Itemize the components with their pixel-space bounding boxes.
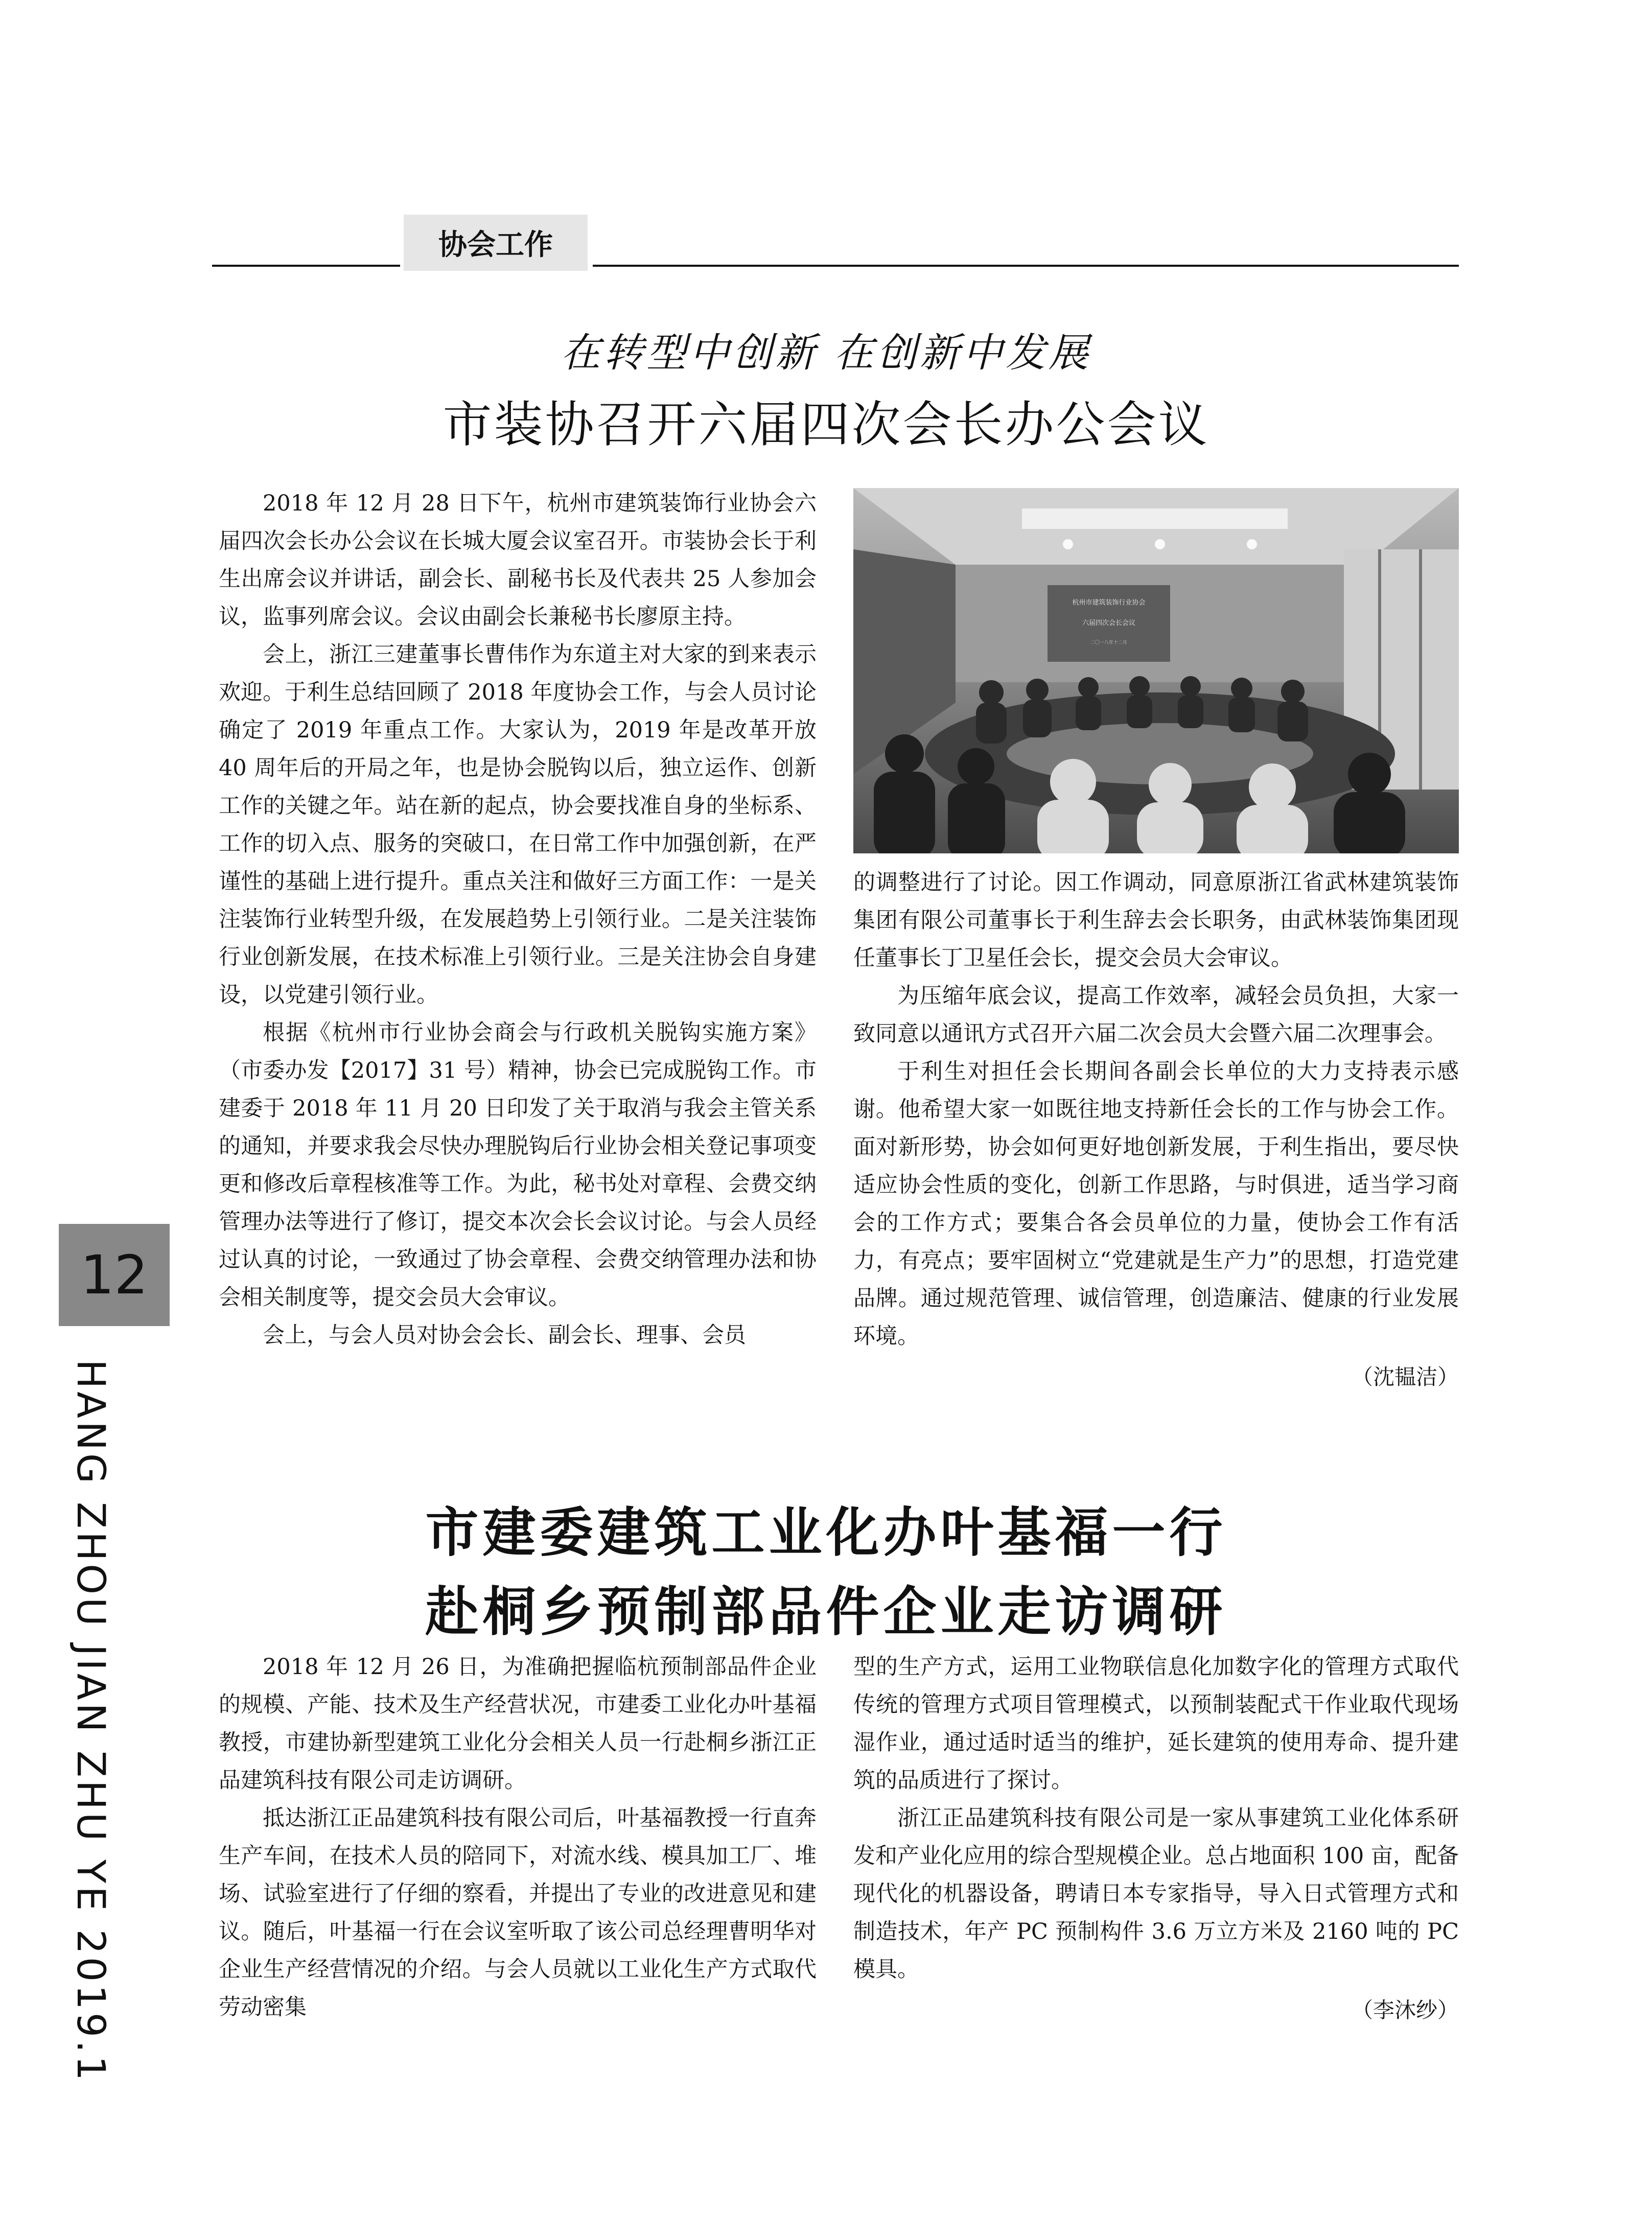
article2-paragraph: 浙江正品建筑科技有限公司是一家从事建筑工业化体系研发和产业化应用的综合型规模企业。总占地面积 100 亩，配备现代化的机器设备，聘请日本专家指导，导入日式管理方式和制造技术，年产 PC 预制构件 3.6 万立方米及 2160 吨的 PC 模具。 — [853, 1805, 1459, 1982]
article1-title: 市装协召开六届四次会长办公会议 — [443, 396, 1209, 453]
article2-left-column — [219, 1648, 817, 2026]
article1-paragraph: 为压缩年底会议，提高工作效率，减轻会员负担，大家一致同意以通讯方式召开六届二次会员大会暨六届二次理事会。 — [853, 983, 1459, 1047]
article1-left-column — [219, 484, 817, 1354]
article2-byline: （李沐纱） — [1351, 1998, 1459, 2023]
article2-paragraph: 型的生产方式，运用工业物联信息化加数字化的管理方式取代传统的管理方式项目管理模式，以预制装配式干作业取代现场湿作业，通过适时适当的维护，延长建筑的使用寿命、提升建筑的品质进行了探讨。 — [853, 1654, 1459, 1793]
page-number: 12 — [59, 1224, 170, 1326]
article1-byline: （沈韫洁） — [1351, 1364, 1459, 1389]
article2-right-column — [853, 1648, 1459, 2029]
meeting-photo — [853, 488, 1459, 853]
header-rule-left — [212, 265, 400, 267]
article1-paragraph: 2018 年 12 月 28 日下午，杭州市建筑装饰行业协会六届四次会长办公会议在长城大厦会议室召开。市装协会长于利生出席会议并讲话，副会长、副秘书长及代表共 25 人参加会议，监事列席会议。会议由副会长兼秘书长廖原主持。 — [219, 491, 817, 630]
meeting-photo-illustration — [853, 488, 1459, 853]
section-label: 协会工作 — [404, 215, 588, 271]
article1-subtitle: 在转型中创新 在创新中发展 — [561, 330, 1091, 376]
article1-paragraph: 于利生对担任会长期间各副会长单位的大力支持表示感谢。他希望大家一如既往地支持新任会长的工作与协会工作。面对新形势，协会如何更好地创新发展，于利生指出，要尽快适应协会性质的变化，创新工作思路，与时俱进，适当学习商会的工作方式；要集合各会员单位的力量，使协会工作有活力，有亮点；要牢固树立“党建就是生产力”的思想，打造党建品牌。通过规范管理、诚信管理，创造廉洁、健康的行业发展环境。 — [853, 1059, 1459, 1349]
screen-text: 二〇一八年十二月 — [1090, 640, 1128, 645]
article1-paragraph: 会上，浙江三建董事长曹伟作为东道主对大家的到来表示欢迎。于利生总结回顾了 2018 年度协会工作，与会人员讨论确定了 2019 年重点工作。大家认为，2019 年是改革开放 40 周年后的开局之年，也是协会脱钩以后，独立运作、创新工作的关键之年。站在新的起点，协会要找准自身的坐标系、工作的切入点、服务的突破口，在日常工作中加强创新，在严谨性的基础上进行提升。重点关注和做好三方面工作：一是关注装饰行业转型升级，在发展趋势上引领行业。二是关注装饰行业创新发展，在技术标准上引领行业。三是关注协会自身建设，以党建引领行业。 — [219, 642, 817, 1008]
article1-paragraph: 的调整进行了讨论。因工作调动，同意原浙江省武林建筑装饰集团有限公司董事长于利生辞去会长职务，由武林装饰集团现任董事长丁卫星任会长，提交会员大会审议。 — [853, 870, 1459, 971]
article2-title-line1: 市建委建筑工业化办叶基福一行 — [425, 1501, 1227, 1564]
article2-title-line2: 赴桐乡预制部品件企业走访调研 — [425, 1581, 1227, 1643]
article1-paragraph: 会上，与会人员对协会会长、副会长、理事、会员 — [263, 1323, 746, 1348]
header-rule-right — [593, 265, 1459, 267]
article2-paragraph: 2018 年 12 月 26 日，为准确把握临杭预制部品件企业的规模、产能、技术及生产经营状况，市建委工业化办叶基福教授，市建协新型建筑工业化分会相关人员一行赴桐乡浙江正品建筑科技有限公司走访调研。 — [219, 1654, 817, 1793]
article2-paragraph: 抵达浙江正品建筑科技有限公司后，叶基福教授一行直奔生产车间，在技术人员的陪同下，对流水线、模具加工厂、堆场、试验室进行了仔细的察看，并提出了专业的改进意见和建议。随后，叶基福一行在会议室听取了该公司总经理曹明华对企业生产经营情况的介绍。与会人员就以工业化生产方式取代劳动密集 — [219, 1805, 817, 2020]
article1-paragraph: 根据《杭州市行业协会商会与行政机关脱钩实施方案》（市委办发【2017】31 号）精神，协会已完成脱钩工作。市建委于 2018 年 11 月 20 日印发了关于取消与我会主管关系的通知，并要求我会尽快办理脱钩后行业协会相关登记事项变更和修改后章程核准等工作。为此，秘书处对章程、会费交纳管理办法等进行了修订，提交本次会长会议讨论。与会人员经过认真的讨论，一致通过了协会章程、会费交纳管理办法和协会相关制度等，提交会员大会审议。 — [219, 1020, 817, 1310]
screen-text: 六届四次会长会议 — [1082, 619, 1136, 627]
article1-right-column — [853, 864, 1459, 1396]
magazine-issue-vertical: HANG ZHOU JIAN ZHU YE 2019.1 — [68, 1359, 114, 2084]
screen-text: 杭州市建筑装饰行业协会 — [1072, 599, 1146, 607]
